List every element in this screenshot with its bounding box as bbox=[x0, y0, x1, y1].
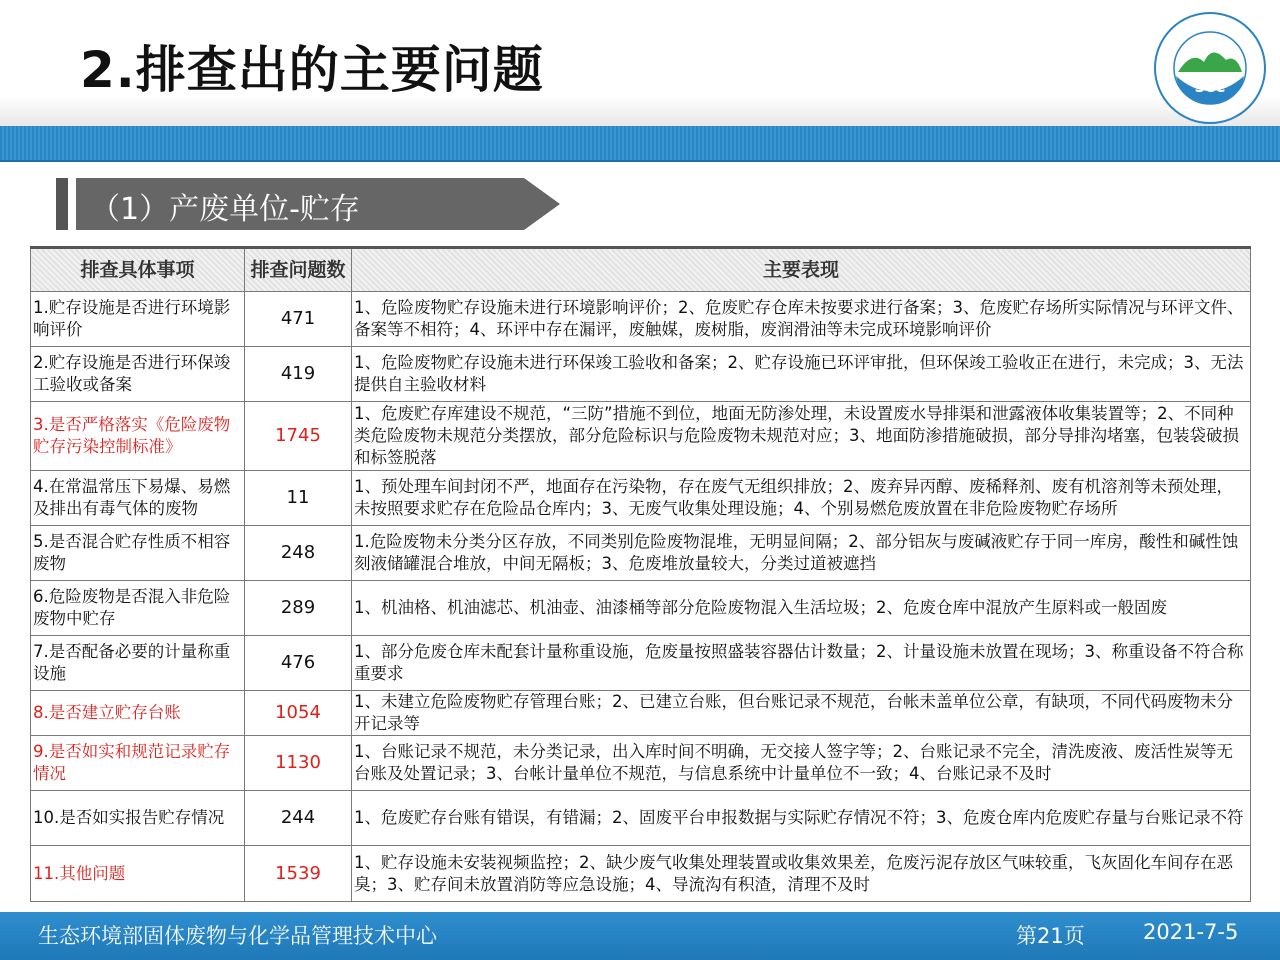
row-count: 471 bbox=[245, 292, 352, 347]
table-row bbox=[31, 581, 1251, 636]
blue-band bbox=[0, 126, 1280, 160]
row-count: 248 bbox=[245, 526, 352, 581]
section-title: （1）产废单位-贮存 bbox=[90, 192, 360, 227]
table-row bbox=[31, 471, 1251, 526]
row-item: 7.是否配备必要的计量称重设施 bbox=[31, 636, 245, 691]
row-desc: 1、预处理车间封闭不严，地面存在污染物，存在废气无组织排放；2、废弃异丙醇、废稀释剂、废有机溶剂等未预处理，未按照要求贮存在危险品仓库内；3、无废气收集处理设施；4、个别易燃危废放置在非危险废物贮存场所 bbox=[352, 471, 1251, 526]
row-count: 289 bbox=[245, 581, 352, 636]
table-row bbox=[31, 526, 1251, 581]
table-row bbox=[31, 402, 1251, 471]
row-count: 419 bbox=[245, 347, 352, 402]
table-row bbox=[31, 691, 1251, 736]
row-desc: 1.危险废物未分类分区存放，不同类别危险废物混堆，无明显间隔；2、部分铝灰与废碱液贮存于同一库房，酸性和碱性蚀刻液储罐混合堆放，中间无隔板；3、危废堆放量较大，分类过道被遮挡 bbox=[352, 526, 1251, 581]
row-desc: 1、危废贮存台账有错误，有错漏；2、固废平台申报数据与实际贮存情况不符；3、危废仓库内危废贮存量与台账记录不符 bbox=[352, 791, 1251, 846]
row-desc: 1、机油格、机油滤芯、机油壶、油漆桶等部分危险废物混入生活垃圾；2、危废仓库中混放产生原料或一般固废 bbox=[352, 581, 1251, 636]
row-count: 11 bbox=[245, 471, 352, 526]
issues-table bbox=[30, 246, 1251, 902]
footer-org: 生态环境部固体废物与化学品管理技术中心 bbox=[38, 924, 437, 948]
row-desc: 1、危险废物贮存设施未进行环境影响评价；2、危废贮存仓库未按要求进行备案；3、危废贮存场所实际情况与环评文件、备案等不相符；4、环评中存在漏评，废触媒，废树脂，废润滑油等未完成环境影响评价 bbox=[352, 292, 1251, 347]
row-desc: 1、部分危废仓库未配套计量称重设施，危废量按照盛装容器估计数量；2、计量设施未放置在现场；3、称重设备不符合称重要求 bbox=[352, 636, 1251, 691]
row-item: 9.是否如实和规范记录贮存情况 bbox=[31, 736, 245, 791]
table-row bbox=[31, 636, 1251, 691]
table-row bbox=[31, 292, 1251, 347]
header-item: 排查具体事项 bbox=[31, 248, 245, 292]
table-row bbox=[31, 736, 1251, 791]
table-row bbox=[31, 791, 1251, 846]
row-item: 6.危险废物是否混入非危险废物中贮存 bbox=[31, 581, 245, 636]
row-item: 4.在常温常压下易爆、易燃及排出有毒气体的废物 bbox=[31, 471, 245, 526]
row-count: 1745 bbox=[245, 402, 352, 471]
header-desc: 主要表现 bbox=[352, 248, 1251, 292]
row-item: 1.贮存设施是否进行环境影响评价 bbox=[31, 292, 245, 347]
band-line bbox=[0, 160, 1280, 162]
row-count: 1539 bbox=[245, 846, 352, 902]
footer-page-number: 第21页 bbox=[1016, 924, 1085, 948]
row-desc: 1、未建立危险废物贮存管理台账；2、已建立台账，但台账记录不规范，台帐未盖单位公章，有缺项，不同代码废物未分开记录等 bbox=[352, 691, 1251, 736]
row-desc: 1、危废贮存库建设不规范，“三防”措施不到位，地面无防渗处理，未设置废水导排渠和泄露液体收集装置等；2、不同种类危险废物未规范分类摆放，部分危险标识与危险废物未规范对应；3、地面防渗措施破损，部分导排沟堵塞，包装袋破损和标签脱落 bbox=[352, 402, 1251, 471]
section-marker bbox=[56, 178, 68, 230]
row-item: 2.贮存设施是否进行环保竣工验收或备案 bbox=[31, 347, 245, 402]
table-row bbox=[31, 347, 1251, 402]
row-item: 5.是否混合贮存性质不相容废物 bbox=[31, 526, 245, 581]
row-desc: 1、贮存设施未安装视频监控；2、缺少废气收集处理装置或收集效果差，危废污泥存放区气味较重，飞灰固化车间存在恶臭；3、贮存间未放置消防等应急设施；4、导流沟有积渣，清理不及时 bbox=[352, 846, 1251, 902]
scc-logo-icon bbox=[1152, 10, 1268, 126]
row-desc: 1、危险废物贮存设施未进行环保竣工验收和备案；2、贮存设施已环评审批，但环保竣工验收正在进行，未完成；3、无法提供自主验收材料 bbox=[352, 347, 1251, 402]
row-desc: 1、台账记录不规范，未分类记录，出入库时间不明确，无交接人签字等；2、台账记录不完全，清洗废液、废活性炭等无台账及处置记录；3、台帐计量单位不规范，与信息系统中计量单位不一致；4、台账记录不及时 bbox=[352, 736, 1251, 791]
table-row bbox=[31, 846, 1251, 902]
slide-title: 2.排查出的主要问题 bbox=[80, 41, 544, 99]
row-count: 476 bbox=[245, 636, 352, 691]
row-item: 8.是否建立贮存台账 bbox=[31, 691, 245, 736]
row-count: 1130 bbox=[245, 736, 352, 791]
footer-date: 2021-7-5 bbox=[1143, 920, 1239, 944]
row-item: 10.是否如实报告贮存情况 bbox=[31, 791, 245, 846]
row-count: 244 bbox=[245, 791, 352, 846]
row-item: 11.其他问题 bbox=[31, 846, 245, 902]
logo-text: SCC bbox=[1194, 80, 1226, 96]
header-count: 排查问题数 bbox=[245, 248, 352, 292]
row-item: 3.是否严格落实《危险废物贮存污染控制标准》 bbox=[31, 402, 245, 471]
table-header-row bbox=[31, 248, 1251, 292]
row-count: 1054 bbox=[245, 691, 352, 736]
